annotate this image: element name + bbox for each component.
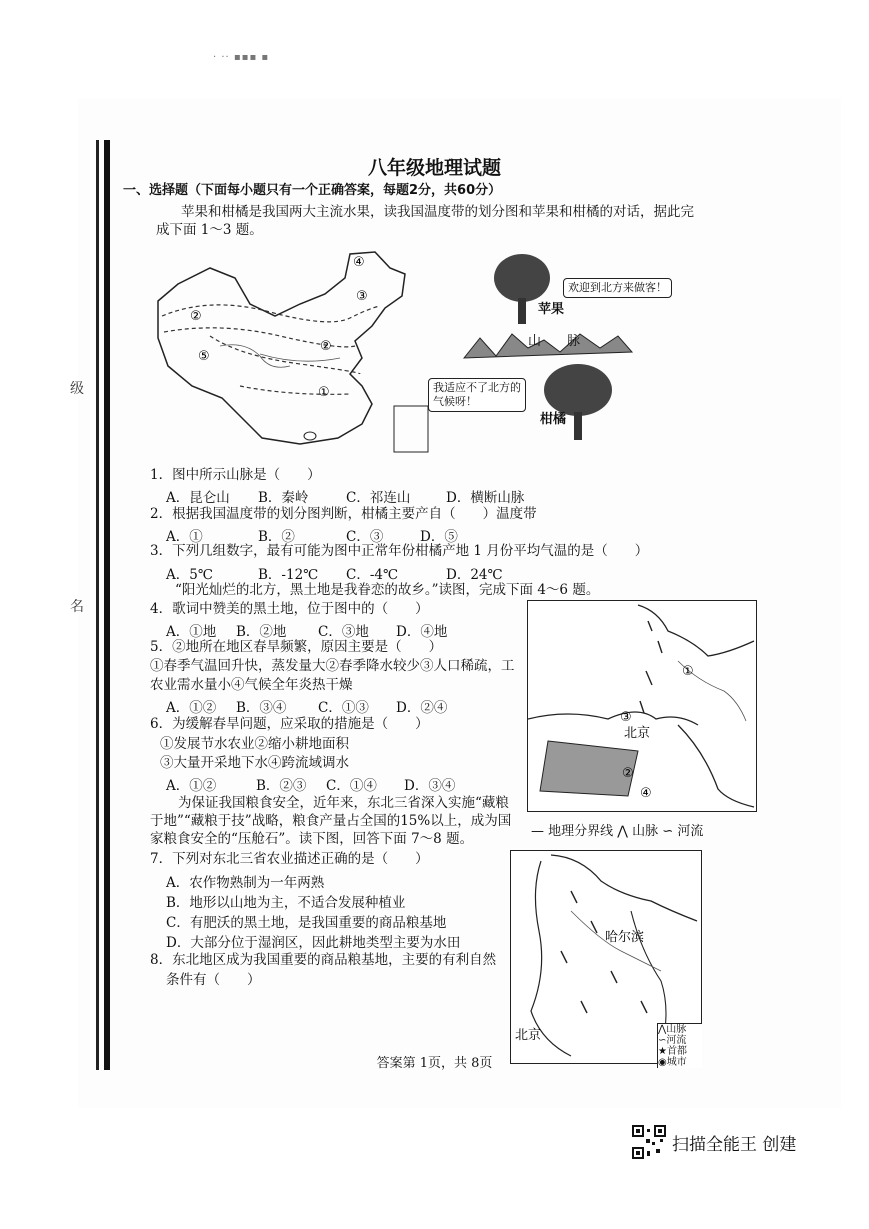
q6-measures-line-1: ①发展节水农业②缩小耕地面积: [160, 736, 349, 752]
scanner-watermark: 扫描全能王 创建: [672, 1135, 797, 1155]
question-1: 1．图中所示山脉是（ ）: [150, 467, 321, 483]
zone-3-label: ③: [356, 289, 368, 304]
side-label-class: 级: [70, 381, 84, 397]
binding-line: [96, 140, 99, 1070]
legend-boundary: 地理分界线: [548, 824, 614, 839]
river-icon: ∽: [662, 824, 674, 839]
city-harbin-label: 哈尔滨: [605, 930, 645, 945]
city-beijing-label: 北京: [624, 726, 651, 741]
question-8: 8．东北地区成为我国重要的商品粮基地，主要的有利自然: [150, 952, 497, 968]
intro-1-line-2: 成下面 1～3 题。: [156, 222, 263, 238]
mountain-icon: ⋀: [617, 824, 628, 839]
q5-statements-line-2: 农业需水量小④气候全年炎热干燥: [150, 677, 353, 693]
question-8-cont: 条件有（ ）: [166, 972, 261, 988]
q7-option-b: B．地形以山地为主，不适合发展种植业: [166, 895, 406, 911]
q6-measures-line-2: ③大量开采地下水④跨流域调水: [160, 755, 349, 771]
q1-option-b: B．秦岭: [258, 490, 309, 506]
q5-option-a: A．①②: [166, 700, 217, 716]
intro-3-line-3: 家粮食安全的“压舱石”。读下图，回答下面 7～8 题。: [150, 831, 474, 847]
section-heading: 一、选择题（下面每小题只有一个正确答案，每题2分，共60分）: [123, 183, 502, 198]
mountain-label: 山 脉: [528, 334, 581, 349]
map-legend: [531, 820, 761, 839]
boundary-line-icon: —: [531, 824, 544, 839]
q1-option-a: A．昆仑山: [166, 490, 230, 506]
binding-line-thick: [104, 140, 110, 1070]
intro-1-line-1: 苹果和柑橘是我国两大主流水果，读我国温度带的划分图和苹果和柑橘的对话，据此完: [181, 204, 694, 220]
zone-2-label-east: ②: [320, 339, 332, 354]
city-dot-icon: ◉: [658, 1057, 667, 1068]
question-5: 5．②地所在地区春旱频繁，原因主要是（ ）: [150, 639, 443, 655]
page-footer: 答案第 1页，共 8页: [376, 1056, 493, 1071]
q5-option-d: D．②④: [396, 700, 448, 716]
zone-1-label: ①: [318, 385, 330, 400]
q6-option-b: B．②③: [256, 778, 307, 794]
intro-3-line-2: 于地”“藏粮于技”战略，粮食产量占全国的15%以上，成为国: [150, 813, 512, 829]
legend-mountain: 山脉: [632, 824, 659, 839]
q6-option-a: A．①②: [166, 778, 217, 794]
temperature-zone-map: [150, 246, 440, 458]
marker-3: ③: [620, 710, 632, 725]
legend-mountain-ne: [658, 1024, 702, 1035]
q3-option-c: C．-4℃: [346, 567, 399, 583]
q6-option-c: C．①④: [326, 778, 377, 794]
legend-river: 河流: [677, 824, 704, 839]
q5-option-b: B．③④: [236, 700, 287, 716]
q1-option-d: D．横断山脉: [446, 490, 525, 506]
question-3: 3．下列几组数字，最有可能为图中正常年份柑橘产地 1 月份平均气温的是（ ）: [150, 543, 649, 559]
q2-option-a: A．①: [166, 529, 203, 545]
apple-label: 苹果: [538, 302, 565, 317]
scan-marks: · ·· ▪▪▪ ▪: [213, 52, 270, 63]
question-7: 7．下列对东北三省农业描述正确的是（ ）: [150, 851, 429, 867]
legend-city-ne-label: 城市: [666, 1057, 687, 1068]
side-label-name: 名: [70, 599, 84, 615]
q7-option-d: D．大部分位于湿润区，因此耕地类型主要为水田: [166, 935, 461, 951]
marker-4: ④: [640, 786, 652, 801]
qr-code-icon: [632, 1125, 666, 1159]
citrus-speech-bubble: [428, 378, 526, 412]
legend-river-ne-label: 河流: [666, 1035, 687, 1046]
city-beijing-label-ne: 北京: [515, 1028, 542, 1043]
q3-option-d: D．24℃: [446, 567, 503, 583]
q4-option-b: B．②地: [236, 624, 287, 640]
q5-statements-line-1: ①春季气温回升快，蒸发量大②春季降水较少③人口稀疏，工: [150, 658, 515, 674]
star-icon: ★: [658, 1046, 667, 1057]
legend-capital-ne-label: 首都: [666, 1046, 687, 1057]
q3-option-b: B．-12℃: [258, 567, 319, 583]
q5-option-c: C．①③: [318, 700, 369, 716]
legend-river-ne: [658, 1035, 702, 1046]
q3-option-a: A．5℃: [166, 567, 213, 583]
q4-option-a: A．①地: [166, 624, 217, 640]
marker-2: ②: [622, 766, 634, 781]
intro-2: “阳光灿烂的北方，黑土地是我眷恋的故乡。”读图，完成下面 4～6 题。: [175, 582, 600, 598]
marker-1: ①: [682, 664, 694, 679]
apple-tree-icon: [494, 254, 550, 302]
q4-option-d: D．④地: [396, 624, 448, 640]
zone-2-label-west: ②: [190, 309, 202, 324]
question-6: 6．为缓解春旱问题，应采取的措施是（ ）: [150, 716, 429, 732]
page-title: 八年级地理试题: [367, 157, 501, 179]
q7-option-a: A．农作物熟制为一年两熟: [166, 875, 325, 891]
q2-option-d: D．⑤: [420, 529, 458, 545]
q2-option-c: C．③: [346, 529, 384, 545]
question-4: 4．歌词中赞美的黑土地，位于图中的（ ）: [150, 601, 429, 617]
mountain-icon: ⋀: [658, 1024, 667, 1035]
q1-option-c: C．祁连山: [346, 490, 411, 506]
citrus-label: 柑橘: [540, 412, 567, 427]
intro-3-line-1: 为保证我国粮食安全，近年来，东北三省深入实施“藏粮: [178, 795, 509, 811]
q2-option-b: B．②: [258, 529, 295, 545]
zone-4-label: ④: [353, 255, 365, 270]
apple-speech-bubble: 欢迎到北方来做客！: [563, 278, 672, 298]
northern-china-map: [527, 600, 757, 812]
river-icon: ∽: [658, 1035, 667, 1046]
q4-option-c: C．③地: [318, 624, 369, 640]
citrus-bubble-line-1: 我适应不了北方的: [433, 381, 521, 394]
zone-5-label: ⑤: [198, 349, 210, 364]
question-2: 2．根据我国温度带的划分图判断，柑橘主要产自（ ）温度带: [150, 506, 537, 522]
northeast-china-map: [510, 850, 702, 1068]
q7-option-c: C．有肥沃的黑土地，是我国重要的商品粮基地: [166, 915, 447, 931]
citrus-bubble-line-2: 气候呀！: [433, 395, 477, 408]
q6-option-d: D．③④: [404, 778, 456, 794]
legend-mountain-ne-label: 山脉: [666, 1024, 687, 1035]
